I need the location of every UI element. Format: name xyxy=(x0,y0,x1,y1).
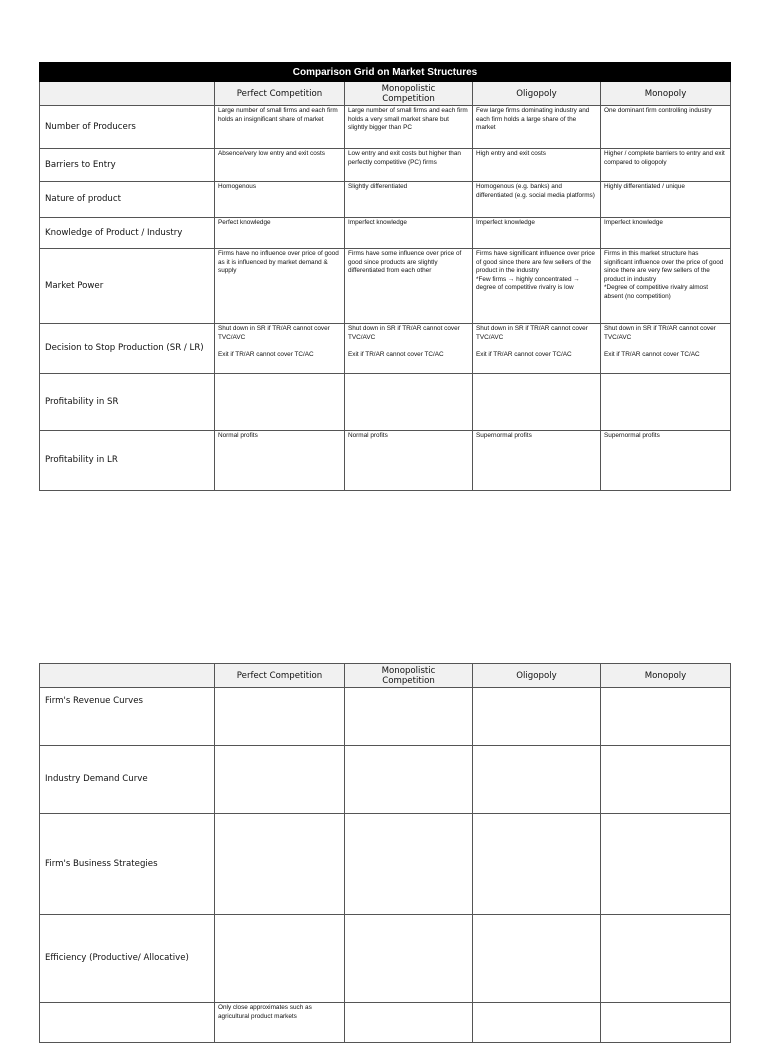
cell-text xyxy=(348,1004,469,1013)
cell-text xyxy=(476,342,597,351)
cell-text xyxy=(348,375,469,384)
table-cell xyxy=(601,374,731,431)
cell-text: Firms have no influence over price of good as it is influenced by market demand & supply xyxy=(218,250,339,275)
table-cell xyxy=(601,915,731,1003)
market-structures-table xyxy=(39,62,731,491)
cell-text: *Few firms → highly concentrated → degree of competitive rivalry is low xyxy=(476,275,580,292)
cell-text xyxy=(348,342,469,351)
cell-text: Low entry and exit costs but higher than perfectly competitive (PC) firms xyxy=(348,150,461,166)
cell-text xyxy=(476,1004,597,1013)
header-corner xyxy=(40,82,215,106)
cell-text: Perfect knowledge xyxy=(218,219,271,226)
cell-text: *Degree of competitive rivalry almost absent (no competition) xyxy=(604,284,709,300)
cell-text: Exit if TR/AR cannot cover TC/AC xyxy=(604,351,700,359)
table-row xyxy=(40,218,731,249)
cell-text: Large number of small firms and each firm holds an insignificant share of market xyxy=(218,107,338,123)
cell-text: Large number of small firms and each firm holds a very small market share but slightly bigger than PC xyxy=(348,107,468,132)
table-cell xyxy=(215,218,345,249)
table-title-row xyxy=(40,63,731,82)
row-label: Nature of product xyxy=(40,182,215,218)
row-label: Firm's Business Strategies xyxy=(40,814,215,915)
cell-text: Exit if TR/AR cannot cover TC/AC xyxy=(348,351,444,359)
table-cell xyxy=(215,915,345,1003)
cell-text: Highly differentiated / unique xyxy=(604,183,685,190)
cell-text xyxy=(476,916,597,925)
table-cell xyxy=(601,431,731,491)
table-cell xyxy=(345,106,473,149)
table-cell xyxy=(345,814,473,915)
table-cell xyxy=(345,218,473,249)
cell-text: One dominant firm controlling industry xyxy=(604,107,712,114)
table-cell xyxy=(215,249,345,324)
cell-text xyxy=(476,815,597,824)
cell-text: Imperfect knowledge xyxy=(476,219,535,226)
table-cell xyxy=(345,182,473,218)
table-cell xyxy=(473,1003,601,1043)
table-row xyxy=(40,249,731,324)
cell-text: High entry and exit costs xyxy=(476,150,546,157)
table-cell xyxy=(601,218,731,249)
cell-text: Shut down in SR if TR/AR cannot cover TVC/AVC xyxy=(476,325,588,341)
table-cell xyxy=(215,746,345,814)
table-cell xyxy=(215,431,345,491)
cell-text xyxy=(218,342,341,351)
table-row xyxy=(40,374,731,431)
table-cell xyxy=(473,324,601,374)
header-corner xyxy=(40,664,215,688)
column-header: Perfect Competition xyxy=(215,664,345,688)
cell-text: Absence/very low entry and exit costs xyxy=(218,150,325,157)
cell-text xyxy=(218,747,341,756)
table-cell xyxy=(473,106,601,149)
cell-text xyxy=(218,689,341,698)
table-row xyxy=(40,182,731,218)
table-cell xyxy=(473,915,601,1003)
table-cell xyxy=(601,324,731,374)
cell-text: Supernormal profits xyxy=(604,432,660,439)
row-label: Decision to Stop Production (SR / LR) xyxy=(40,324,215,374)
table-cell xyxy=(473,746,601,814)
column-header: Perfect Competition xyxy=(215,82,345,106)
cell-text xyxy=(604,747,727,756)
row-label: Profitability in LR xyxy=(40,431,215,491)
table-cell xyxy=(601,688,731,746)
table-cell xyxy=(473,374,601,431)
row-label: Barriers to Entry xyxy=(40,149,215,182)
table-cell xyxy=(473,688,601,746)
cell-text: Exit if TR/AR cannot cover TC/AC xyxy=(218,351,314,359)
column-header: Monopoly xyxy=(601,664,731,688)
table-row xyxy=(40,915,731,1003)
table-cell xyxy=(601,106,731,149)
cell-text xyxy=(348,815,469,824)
table-title: Comparison Grid on Market Structures xyxy=(40,63,731,82)
table-cell xyxy=(215,1003,345,1043)
cell-text xyxy=(348,689,469,698)
table-row xyxy=(40,149,731,182)
table-row xyxy=(40,688,731,746)
table-cell xyxy=(215,149,345,182)
table-cell xyxy=(345,324,473,374)
cell-text: Supernormal profits xyxy=(476,432,532,439)
cell-text: Slightly differentiated xyxy=(348,183,408,190)
table-cell xyxy=(473,218,601,249)
cell-text: Shut down in SR if TR/AR cannot cover TVC/AVC xyxy=(604,325,716,341)
cell-text: Homogenous xyxy=(218,183,257,190)
cell-text xyxy=(604,342,727,351)
cell-text xyxy=(604,1004,727,1013)
cell-text: Firms have significant influence over price of good since there are few sellers of the product in the industry xyxy=(476,250,595,275)
table-cell xyxy=(473,431,601,491)
table-cell xyxy=(473,249,601,324)
table-cell xyxy=(345,149,473,182)
table-cell xyxy=(215,814,345,915)
cell-text xyxy=(218,375,341,384)
column-header: Monopolistic Competition xyxy=(345,664,473,688)
cell-text: Only close approximates such as agricultural product markets xyxy=(218,1004,312,1020)
cell-text xyxy=(476,375,597,384)
table-cell xyxy=(345,688,473,746)
cell-text: Normal profits xyxy=(348,432,388,439)
column-header: Oligopoly xyxy=(473,82,601,106)
table-cell xyxy=(473,182,601,218)
row-label: Efficiency (Productive/ Allocative) xyxy=(40,915,215,1003)
table-row xyxy=(40,1003,731,1043)
cell-text xyxy=(604,689,727,698)
row-label: Market Power xyxy=(40,249,215,324)
cell-text: Normal profits xyxy=(218,432,258,439)
cell-text xyxy=(604,375,727,384)
row-label: Number of Producers xyxy=(40,106,215,149)
table-cell xyxy=(345,1003,473,1043)
column-header: Monopoly xyxy=(601,82,731,106)
table-cell xyxy=(601,746,731,814)
row-label: Industry Demand Curve xyxy=(40,746,215,814)
column-header-row xyxy=(40,664,731,688)
table-cell xyxy=(345,915,473,1003)
column-header-row xyxy=(40,82,731,106)
row-label: Firm's Revenue Curves xyxy=(40,688,215,746)
table-row xyxy=(40,106,731,149)
cell-text xyxy=(218,916,341,925)
table-cell xyxy=(345,249,473,324)
cell-text: Exit if TR/AR cannot cover TC/AC xyxy=(476,351,572,359)
cell-text: Imperfect knowledge xyxy=(348,219,407,226)
table-cell xyxy=(601,249,731,324)
table-cell xyxy=(215,182,345,218)
cell-text xyxy=(604,916,727,925)
row-label: Knowledge of Product / Industry xyxy=(40,218,215,249)
cell-text xyxy=(604,815,727,824)
table-cell xyxy=(473,149,601,182)
table-row xyxy=(40,431,731,491)
table-row xyxy=(40,746,731,814)
table-row xyxy=(40,324,731,374)
row-label: Profitability in SR xyxy=(40,374,215,431)
cell-text: Imperfect knowledge xyxy=(604,219,663,226)
cell-text: Higher / complete barriers to entry and exit compared to oligopoly xyxy=(604,150,725,166)
column-header: Monopolistic Competition xyxy=(345,82,473,106)
table-cell xyxy=(215,688,345,746)
table-cell xyxy=(215,106,345,149)
table-cell xyxy=(215,374,345,431)
table-cell xyxy=(345,374,473,431)
table-cell xyxy=(601,149,731,182)
table-cell xyxy=(345,431,473,491)
market-structures-table-2 xyxy=(39,663,731,1043)
row-label xyxy=(40,1003,215,1043)
cell-text xyxy=(476,689,597,698)
table-cell xyxy=(601,1003,731,1043)
cell-text xyxy=(348,747,469,756)
cell-text xyxy=(476,747,597,756)
table-row xyxy=(40,814,731,915)
table-cell xyxy=(345,746,473,814)
table-cell xyxy=(215,324,345,374)
cell-text: Few large firms dominating industry and each firm holds a large share of the market xyxy=(476,107,590,132)
cell-text: Firms have some influence over price of good since products are slightly differentiated from each other xyxy=(348,250,462,275)
cell-text: Homogenous (e.g. banks) and differentiated (e.g. social media platforms) xyxy=(476,183,595,199)
cell-text xyxy=(348,916,469,925)
cell-text xyxy=(218,815,341,824)
table-cell xyxy=(601,182,731,218)
cell-text: Firms in this market structure has significant influence over the price of good since there are very few sellers of the product in industry xyxy=(604,250,724,283)
column-header: Oligopoly xyxy=(473,664,601,688)
cell-text: Shut down in SR if TR/AR cannot cover TVC/AVC xyxy=(348,325,460,341)
table-cell xyxy=(601,814,731,915)
table-cell xyxy=(473,814,601,915)
cell-text: Shut down in SR if TR/AR cannot cover TVC/AVC xyxy=(218,325,330,341)
